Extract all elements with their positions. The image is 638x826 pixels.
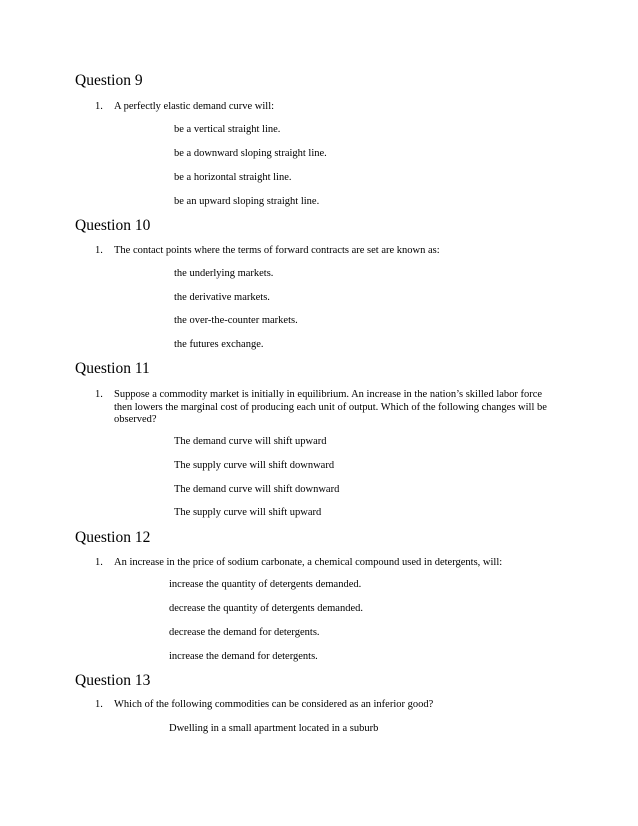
question-heading: Question 12 (75, 529, 151, 546)
question-number: 1. (95, 389, 103, 400)
answer-option: decrease the demand for detergents. (169, 627, 320, 638)
answer-option: The demand curve will shift downward (174, 484, 340, 495)
answer-option: increase the demand for detergents. (169, 651, 318, 662)
answer-option: the futures exchange. (174, 339, 264, 350)
answer-option: increase the quantity of detergents demanded. (169, 579, 362, 590)
question-text: The contact points where the terms of forward contracts are set are known as: (114, 245, 440, 256)
question-number: 1. (95, 699, 103, 710)
answer-option: The supply curve will shift downward (174, 460, 335, 471)
answer-option: be a horizontal straight line. (174, 172, 292, 183)
answer-option: be a vertical straight line. (174, 124, 281, 135)
answer-option: the derivative markets. (174, 292, 270, 303)
question-heading: Question 11 (75, 360, 150, 377)
answer-option: The demand curve will shift upward (174, 436, 327, 447)
question-heading: Question 9 (75, 72, 143, 89)
answer-option: decrease the quantity of detergents demanded. (169, 603, 363, 614)
answer-option: be a downward sloping straight line. (174, 148, 327, 159)
question-text: Which of the following commodities can be considered as an inferior good? (114, 699, 434, 710)
answer-option: the underlying markets. (174, 268, 274, 279)
question-number: 1. (95, 557, 103, 568)
answer-option: the over-the-counter markets. (174, 315, 298, 326)
answer-option: The supply curve will shift upward (174, 507, 322, 518)
question-text: An increase in the price of sodium carbonate, a chemical compound used in detergents, will: (114, 557, 503, 568)
question-text: A perfectly elastic demand curve will: (114, 101, 275, 112)
question-heading: Question 13 (75, 672, 151, 689)
question-number: 1. (95, 101, 103, 112)
question-text: Suppose a commodity market is initially in equilibrium. An increase in the nation’s skilled labor force then lowers the marginal cost of producing each unit of output. Which of the following changes will be observed? (114, 389, 547, 425)
question-heading: Question 10 (75, 217, 151, 234)
answer-option: Dwelling in a small apartment located in a suburb (169, 723, 379, 734)
question-number: 1. (95, 245, 103, 256)
answer-option: be an upward sloping straight line. (174, 196, 320, 207)
